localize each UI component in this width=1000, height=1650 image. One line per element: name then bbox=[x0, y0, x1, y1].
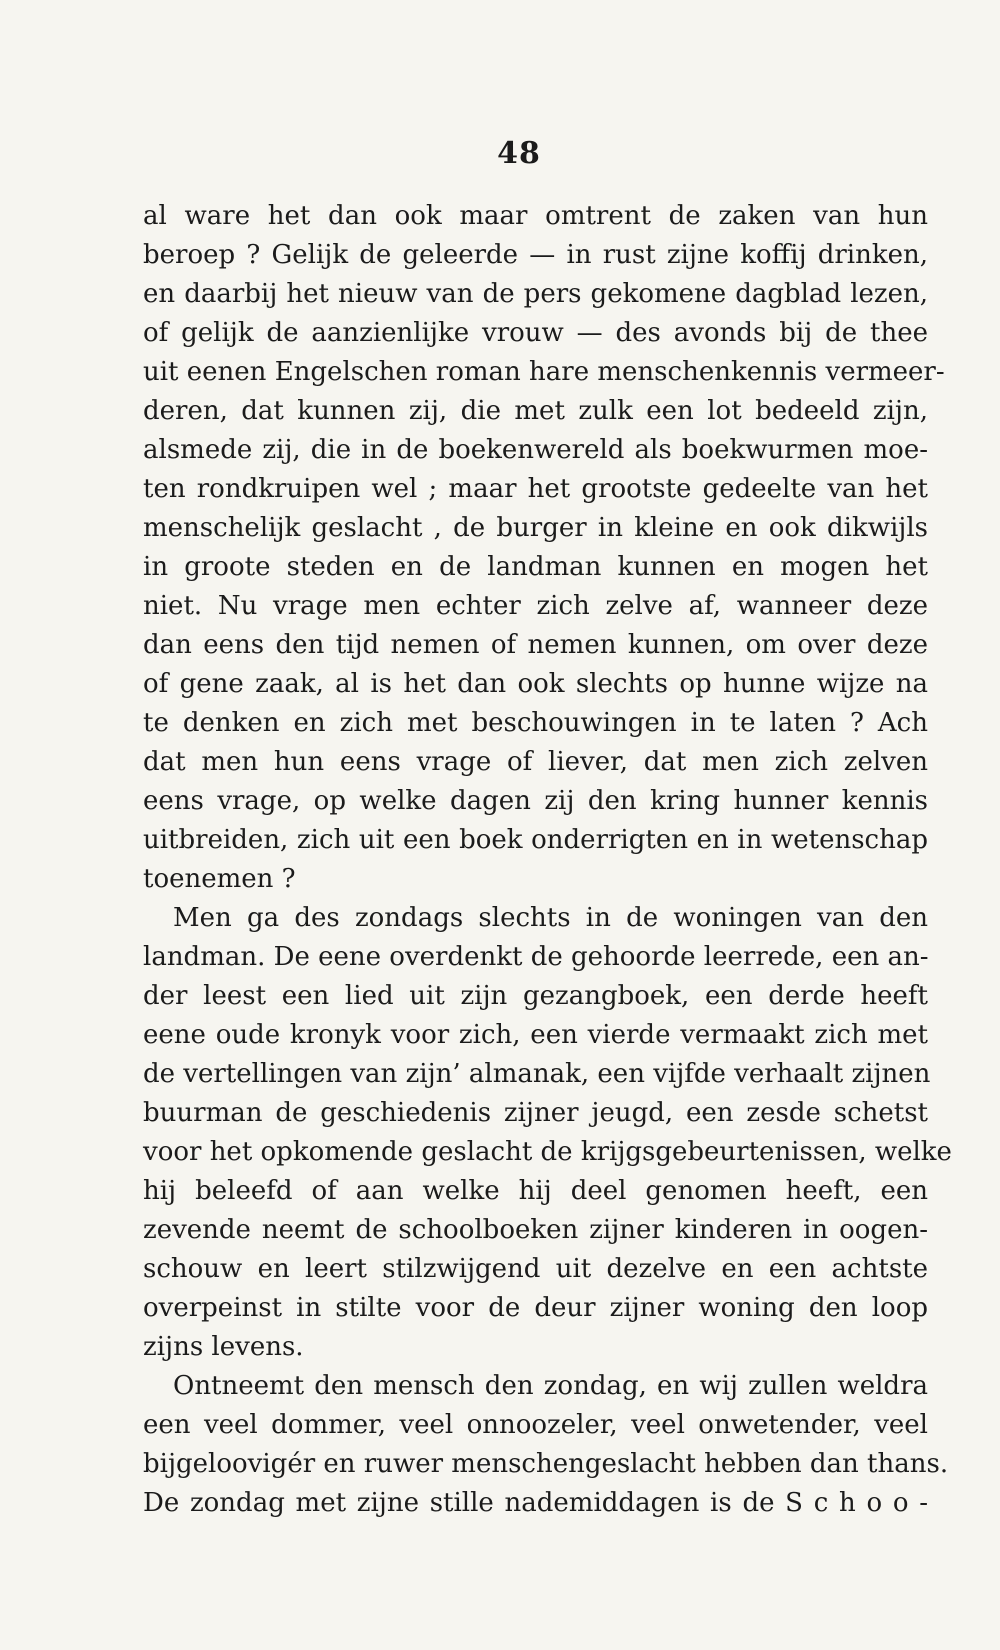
text-line: buurman de geschiedenis zijner jeugd, een zesde schetst bbox=[143, 1098, 928, 1128]
text-line: hij beleefd of aan welke hij deel genomen heeft, een bbox=[143, 1176, 928, 1206]
text-line: uitbreiden, zich uit een boek onderrigten en in wetenschap bbox=[143, 825, 928, 855]
text-line: de vertellingen van zijn’ almanak, een vijfde verhaalt zijnen bbox=[143, 1059, 931, 1089]
text-line: alsmede zij, die in de boekenwereld als boekwurmen moe- bbox=[143, 435, 928, 465]
text-line: menschelijk geslacht , de burger in kleine en ook dikwijls bbox=[143, 513, 928, 543]
text-line: zijns levens. bbox=[143, 1332, 304, 1362]
text-line: of gene zaak, al is het dan ook slechts op hunne wijze na bbox=[143, 669, 928, 699]
text-line: of gelijk de aanzienlijke vrouw — des avonds bij de thee bbox=[143, 318, 928, 348]
text-line: voor het opkomende geslacht de krijgsgebeurtenissen, welke bbox=[143, 1137, 952, 1167]
text-line: dat men hun eens vrage of liever, dat men zich zelven bbox=[143, 747, 928, 777]
text-line: beroep ? Gelijk de geleerde — in rust zijne koffij drinken, bbox=[143, 240, 928, 270]
text-line: De zondag met zijne stille nademiddagen is de S c h o o - bbox=[143, 1488, 928, 1518]
text-line: uit eenen Engelschen roman hare menschenkennis vermeer- bbox=[143, 357, 945, 387]
text-line: Men ga des zondags slechts in de woningen van den bbox=[173, 903, 928, 933]
text-line: niet. Nu vrage men echter zich zelve af, wanneer deze bbox=[143, 591, 928, 621]
text-line: te denken en zich met beschouwingen in te laten ? Ach bbox=[143, 708, 928, 738]
text-line: eens vrage, op welke dagen zij den kring hunner kennis bbox=[143, 786, 928, 816]
text-line: eene oude kronyk voor zich, een vierde vermaakt zich met bbox=[143, 1020, 928, 1050]
text-line: overpeinst in stilte voor de deur zijner woning den loop bbox=[143, 1293, 928, 1323]
page-number: 48 bbox=[497, 136, 541, 171]
text-line: een veel dommer, veel onnoozeler, veel onwetender, veel bbox=[143, 1410, 928, 1440]
text-line: landman. De eene overdenkt de gehoorde leerrede, een an- bbox=[143, 942, 929, 972]
text-line: dan eens den tijd nemen of nemen kunnen, om over deze bbox=[143, 630, 928, 660]
text-line: deren, dat kunnen zij, die met zulk een lot bedeeld zijn, bbox=[143, 396, 928, 426]
text-line: bijgeloovigér en ruwer menschengeslacht hebben dan thans. bbox=[143, 1449, 949, 1479]
text-line: Ontneemt den mensch den zondag, en wij zullen weldra bbox=[173, 1371, 928, 1401]
text-line: en daarbij het nieuw van de pers gekomene dagblad lezen, bbox=[143, 279, 928, 309]
text-line: al ware het dan ook maar omtrent de zaken van hun bbox=[143, 201, 928, 231]
text-line: zevende neemt de schoolboeken zijner kinderen in oogen- bbox=[143, 1215, 928, 1245]
text-line: in groote steden en de landman kunnen en mogen het bbox=[143, 552, 928, 582]
body-text bbox=[143, 197, 952, 1523]
text-line: der leest een lied uit zijn gezangboek, een derde heeft bbox=[143, 981, 928, 1011]
text-line: schouw en leert stilzwijgend uit dezelve en een achtste bbox=[143, 1254, 928, 1284]
text-line: ten rondkruipen wel ; maar het grootste gedeelte van het bbox=[143, 474, 928, 504]
text-line: toenemen ? bbox=[143, 864, 296, 894]
